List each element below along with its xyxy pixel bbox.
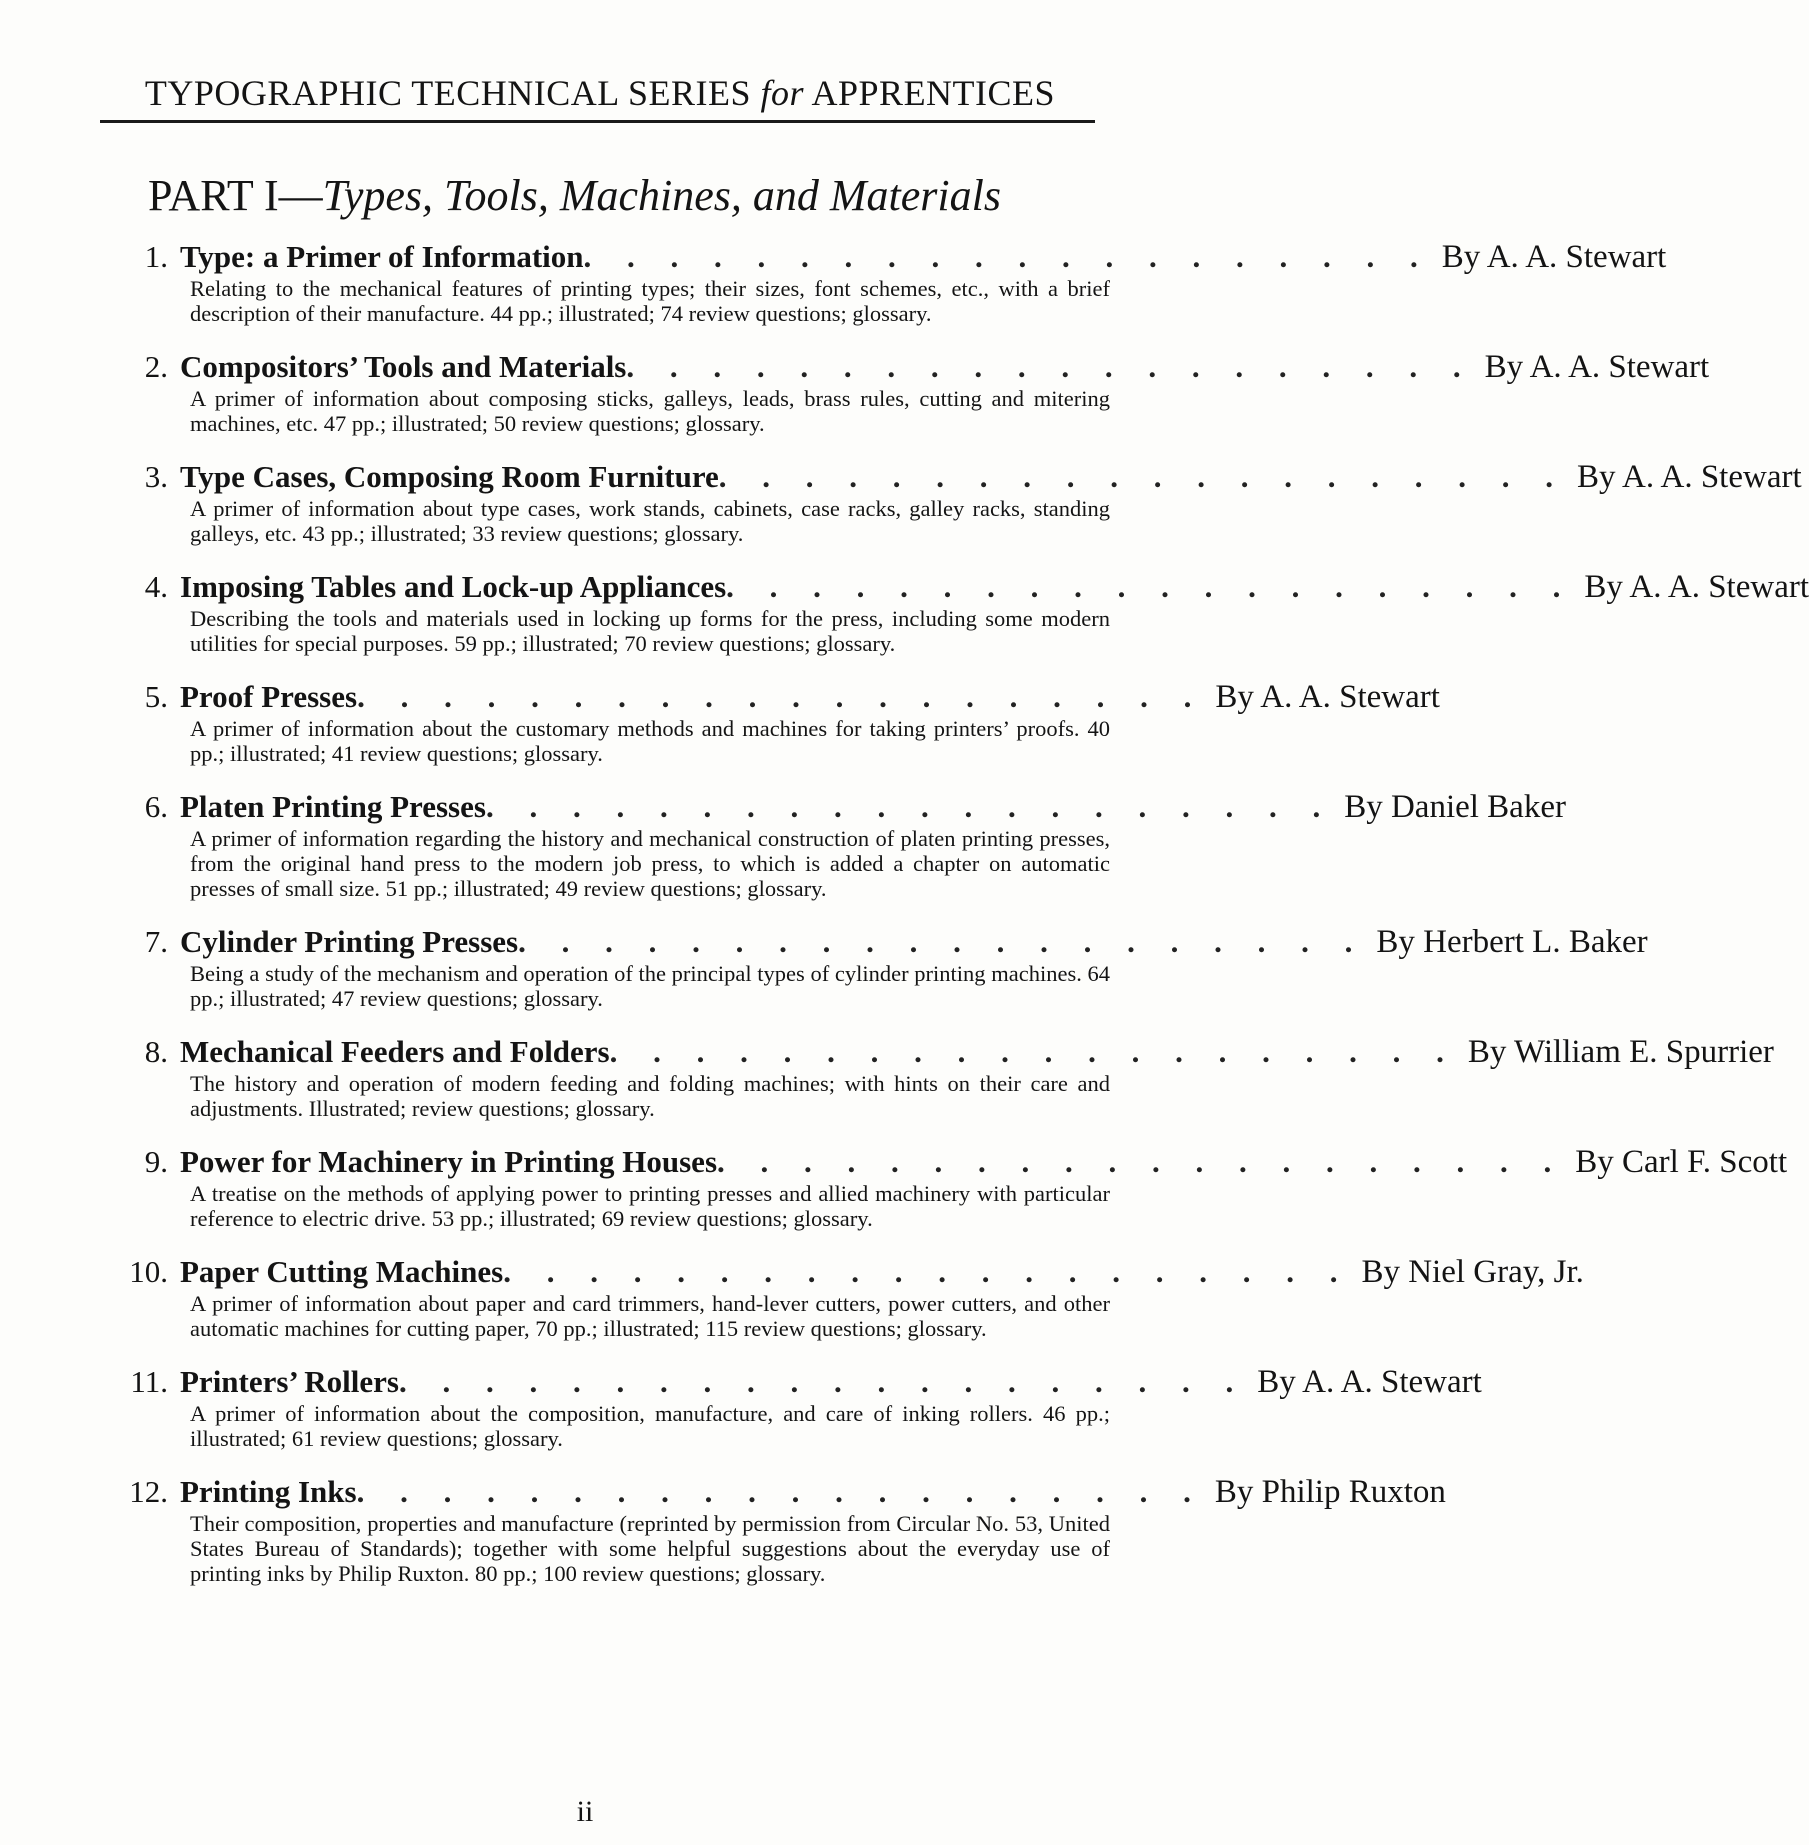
entry-title: Mechanical Feeders and Folders [180, 1034, 610, 1069]
entry-description: A primer of information about composing sticks, galleys, leads, brass rules, cutting and mitering machines, etc. 47 pp.; illustrated; 50 review questions; glossary. [190, 386, 1110, 436]
book-list [110, 238, 1809, 1608]
entry-title: Compositors’ Tools and Materials [180, 349, 627, 384]
entry-description: A treatise on the methods of applying power to printing presses and allied machinery with particular reference to electric drive. 53 pp.; illustrated; 69 review questions; glossary. [190, 1181, 1110, 1231]
entry-heading [110, 568, 1809, 606]
dot-leader: . . . . . . . . . . . . . . . . . . . . [609, 1034, 1458, 1069]
entry-number: 8. [144, 1034, 168, 1069]
entry-author: By A. A. Stewart [1584, 569, 1809, 605]
entry-heading [110, 1253, 1584, 1291]
dot-leader: . . . . . . . . . . . . . . . . . . . . [485, 789, 1335, 824]
list-item [110, 238, 1667, 326]
entry-title: Proof Presses [180, 679, 358, 714]
entry-number: 2. [144, 349, 168, 384]
entry-author: By Philip Ruxton [1214, 1474, 1446, 1510]
entry-author: By Daniel Baker [1344, 789, 1566, 825]
list-item [110, 1253, 1584, 1341]
list-item [110, 1033, 1774, 1121]
entry-title: Type: a Primer of Information [180, 239, 584, 274]
dot-leader: . . . . . . . . . . . . . . . . . . . . [583, 239, 1432, 274]
header-rule [100, 120, 1095, 123]
entry-description: Being a study of the mechanism and operation of the principal types of cylinder printing machines. 64 pp.; illustrated; 47 review questions; glossary. [190, 961, 1110, 1011]
entry-heading [110, 1473, 1446, 1511]
entry-description: A primer of information regarding the history and mechanical construction of platen printing presses, from the original hand press to the modern job press, to which is added a chapter on automatic presses of small size. 51 pp.; illustrated; 49 review questions; glossary. [190, 826, 1110, 901]
entry-heading [110, 348, 1710, 386]
entry-title: Cylinder Printing Presses [180, 924, 519, 959]
list-item [110, 1473, 1446, 1586]
list-item [110, 1143, 1788, 1231]
entry-description: A primer of information about the customary methods and machines for taking printers’ proofs. 40 pp.; illustrated; 41 review questions; glossary. [190, 716, 1110, 766]
dot-leader: . . . . . . . . . . . . . . . . . . . . [356, 1474, 1205, 1509]
entry-author: By A. A. Stewart [1257, 1364, 1482, 1400]
list-item [110, 678, 1440, 766]
dot-leader: . . . . . . . . . . . . . . . . . . . . [717, 1144, 1566, 1179]
list-item [110, 348, 1710, 436]
dot-leader: . . . . . . . . . . . . . . . . . . . . [503, 1254, 1352, 1289]
dot-leader: . . . . . . . . . . . . . . . . . . . . [357, 679, 1206, 714]
entry-description: The history and operation of modern feeding and folding machines; with hints on their care and adjustments. Illustrated; review questions; glossary. [190, 1071, 1110, 1121]
series-title-after: APPRENTICES [811, 73, 1056, 113]
entry-title: Imposing Tables and Lock-up Appliances [180, 569, 727, 604]
entry-number: 5. [144, 679, 168, 714]
entry-author: By Niel Gray, Jr. [1361, 1254, 1584, 1290]
entry-title: Printers’ Rollers [180, 1364, 399, 1399]
series-title-for: for [760, 73, 804, 113]
entry-description: A primer of information about the composition, manufacture, and care of inking rollers. 46 pp.; illustrated; 61 review questions; glossary. [190, 1401, 1110, 1451]
entry-heading [110, 923, 1648, 961]
entry-heading [110, 678, 1440, 716]
entry-number: 4. [144, 569, 168, 604]
dot-leader: . . . . . . . . . . . . . . . . . . . . [518, 924, 1367, 959]
list-item [110, 1363, 1482, 1451]
list-item [110, 923, 1648, 1011]
entry-number: 1. [144, 239, 168, 274]
list-item [110, 788, 1566, 901]
entry-heading [110, 458, 1802, 496]
dot-leader: . . . . . . . . . . . . . . . . . . . . [726, 569, 1575, 604]
part-title [148, 170, 1001, 221]
entry-description: Describing the tools and materials used in locking up forms for the press, including some modern utilities for special purposes. 59 pp.; illustrated; 70 review questions; glossary. [190, 606, 1110, 656]
part-subtitle: Types, Tools, Machines, and Materials [322, 171, 1001, 220]
entry-author: By A. A. Stewart [1441, 239, 1667, 275]
entry-author: By Herbert L. Baker [1376, 924, 1648, 960]
part-dash: — [278, 171, 323, 220]
entry-title: Power for Machinery in Printing Houses [180, 1144, 718, 1179]
entry-number: 9. [144, 1144, 168, 1179]
dot-leader: . . . . . . . . . . . . . . . . . . . . [398, 1364, 1248, 1399]
dot-leader: . . . . . . . . . . . . . . . . . . . . [626, 349, 1475, 384]
page-number: ii [576, 1795, 594, 1828]
entry-number: 12. [129, 1474, 168, 1509]
entry-title: Paper Cutting Machines [180, 1254, 504, 1289]
entry-heading [110, 1143, 1788, 1181]
entry-author: By A. A. Stewart [1577, 459, 1802, 495]
entry-number: 10. [129, 1254, 168, 1289]
entry-author: By A. A. Stewart [1215, 679, 1440, 715]
entry-heading [110, 1363, 1482, 1401]
entry-heading [110, 1033, 1774, 1071]
series-title-before: TYPOGRAPHIC TECHNICAL SERIES [144, 73, 751, 113]
part-label: PART I [148, 171, 279, 220]
entry-description: Relating to the mechanical features of printing types; their sizes, font schemes, etc., with a brief description of their manufacture. 44 pp.; illustrated; 74 review questions; glossary. [190, 276, 1110, 326]
entry-author: By William E. Spurrier [1467, 1034, 1774, 1070]
list-item [110, 568, 1809, 656]
entry-description: A primer of information about type cases, work stands, cabinets, case racks, galley racks, standing galleys, etc. 43 pp.; illustrated; 33 review questions; glossary. [190, 496, 1110, 546]
entry-author: By A. A. Stewart [1484, 349, 1710, 385]
dot-leader: . . . . . . . . . . . . . . . . . . . . [718, 459, 1568, 494]
entry-number: 6. [144, 789, 168, 824]
list-item [110, 458, 1802, 546]
entry-description: A primer of information about paper and card trimmers, hand-lever cutters, power cutters, and other automatic machines for cutting paper, 70 pp.; illustrated; 115 review questions; glossary. [190, 1291, 1110, 1341]
entry-title: Type Cases, Composing Room Furniture [180, 459, 719, 494]
entry-description: Their composition, properties and manufacture (reprinted by permission from Circular No. 53, United States Bureau of Standards); together with some helpful suggestions about the everyday use of printing inks by Philip Ruxton. 80 pp.; 100 review questions; glossary. [190, 1511, 1110, 1586]
running-head [100, 72, 1100, 114]
entry-heading [110, 238, 1667, 276]
entry-title: Printing Inks [180, 1474, 357, 1509]
entry-heading [110, 788, 1566, 826]
entry-title: Platen Printing Presses [180, 789, 486, 824]
entry-number: 3. [144, 459, 168, 494]
entry-author: By Carl F. Scott [1575, 1144, 1788, 1180]
entry-number: 7. [144, 924, 168, 959]
entry-number: 11. [130, 1364, 168, 1399]
